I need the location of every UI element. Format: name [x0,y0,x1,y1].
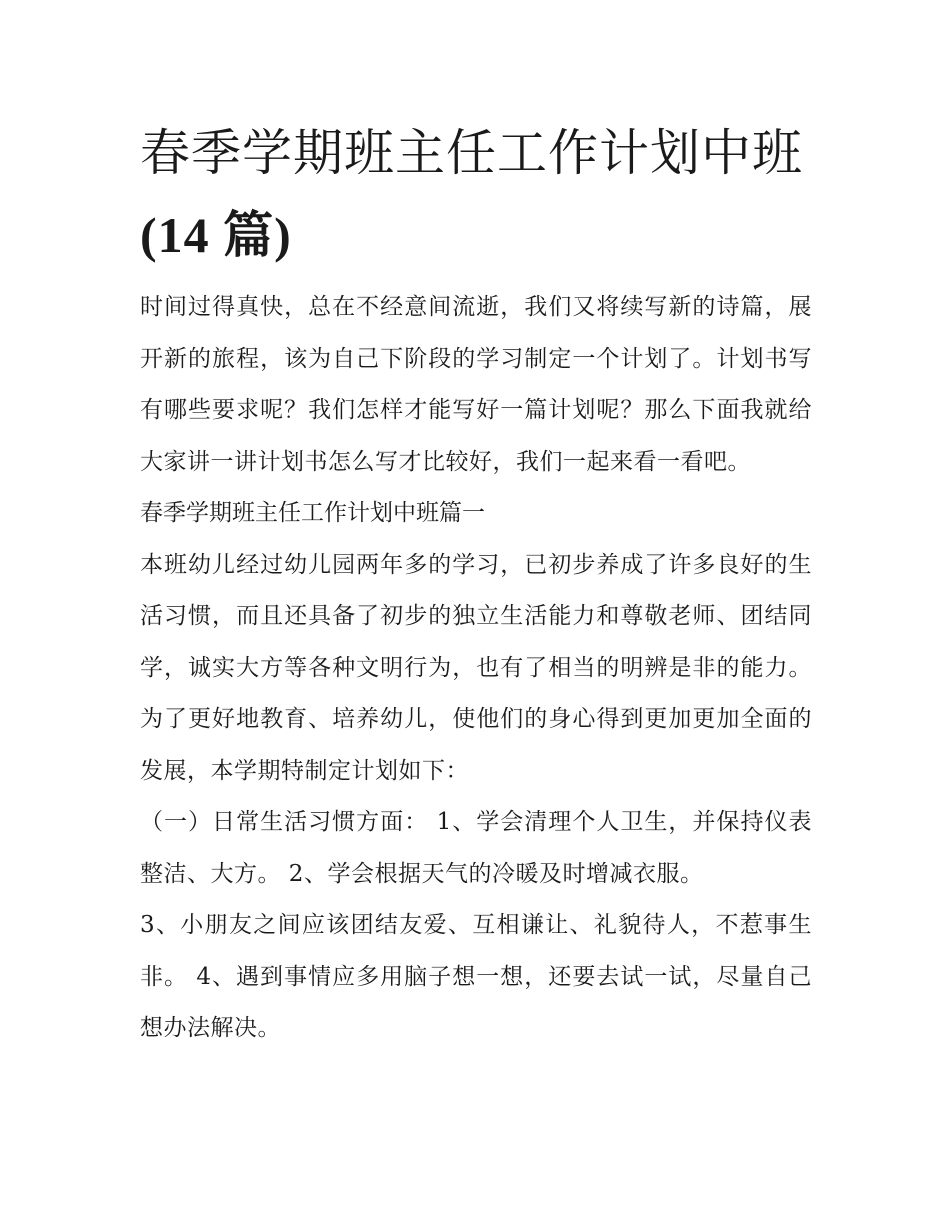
intro-paragraph: 时间过得真快，总在不经意间流逝，我们又将续写新的诗篇，展开新的旅程，该为自己下阶段的学习制定一个计划了。计划书写有哪些要求呢？我们怎样才能写好一篇计划呢？那么下面我就给大家讲一讲计划书怎么写才比较好，我们一起来看一看吧。 [140,294,812,475]
body-paragraph-1: 本班幼儿经过幼儿园两年多的学习，已初步养成了许多良好的生活习惯，而且还具备了初步的独立生活能力和尊敬老师、团结同学，诚实大方等各种文明行为，也有了相当的明辨是非的能力。为了更好地教育、培养幼儿，使他们的身心得到更加更加全面的发展，本学期特制定计划如下： [140,551,812,784]
title-line-2: (14 篇) [140,207,292,263]
title-line-1: 春季学期班主任工作计划中班 [140,124,803,182]
body-paragraph-3: 3、小朋友之间应该团结友爱、互相谦让、礼貌待人，不惹事生非。 4、遇到事情应多用脑子想一想，还要去试一试，尽量自己想办法解决。 [140,912,812,1041]
section-heading: 春季学期班主任工作计划中班篇一 [140,500,485,526]
document-page [140,112,812,1055]
document-title [140,112,812,276]
body-paragraph-2: （一）日常生活习惯方面： 1、学会清理个人卫生，并保持仪表整洁、大方。 2、学会根据天气的冷暖及时增减衣服。 [140,809,812,887]
